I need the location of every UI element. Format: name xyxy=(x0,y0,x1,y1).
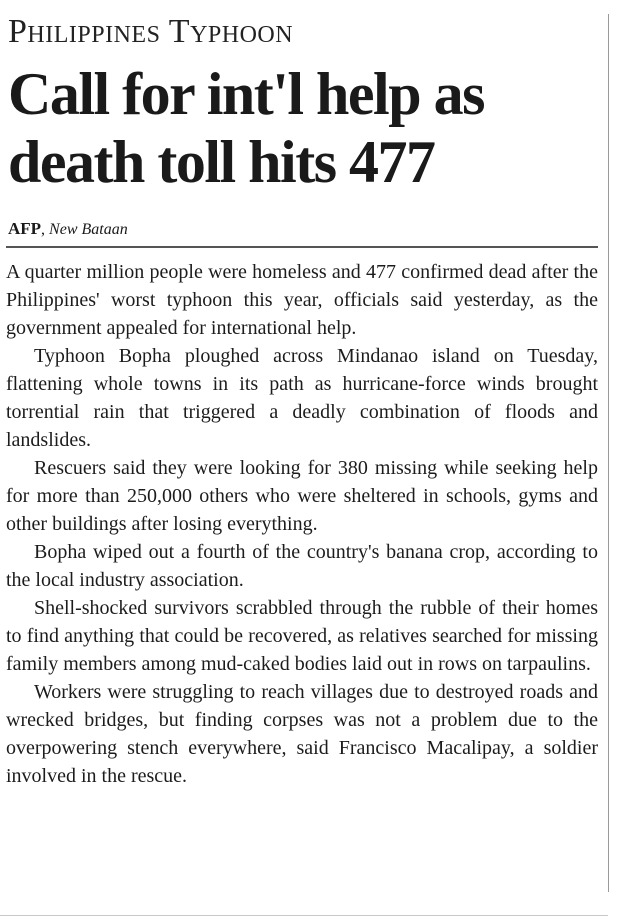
bottom-rule xyxy=(0,915,608,916)
paragraph: Bopha wiped out a fourth of the country's banana crop, according to the local industry association. xyxy=(6,541,598,591)
paragraph: Shell-shocked survivors scrabbled through the rubble of their homes to find anything that could be recovered, as relatives searched for missing family members among mud-caked bodies laid out in rows on tarpaulins. xyxy=(6,597,598,675)
header-divider xyxy=(6,246,598,248)
byline-separator: , xyxy=(41,221,50,238)
paragraph: A quarter million people were homeless and 477 confirmed dead after the Philippines' worst typhoon this year, officials said yesterday, as the government appealed for international help. xyxy=(6,261,598,339)
paragraph: Typhoon Bopha ploughed across Mindanao island on Tuesday, flattening whole towns in its path as hurricane-force winds brought torrential rain that triggered a deadly combination of floods and landslides. xyxy=(6,345,598,451)
column-rule xyxy=(608,14,609,892)
paragraph: Rescuers said they were looking for 380 missing while seeking help for more than 250,000 others who were sheltered in schools, gyms and other buildings after losing everything. xyxy=(6,457,598,535)
headline: Call for int'l help as death toll hits 477 xyxy=(8,61,484,195)
paragraph: Workers were struggling to reach villages due to destroyed roads and wrecked bridges, but finding corpses was not a problem due to the overpowering stench everywhere, said Francisco Macalipay, a soldier involved in the rescue. xyxy=(6,681,598,787)
byline-agency: AFP xyxy=(8,219,42,238)
byline xyxy=(8,218,128,241)
byline-location: New Bataan xyxy=(49,221,128,238)
section-kicker: Philippines Typhoon xyxy=(8,13,294,50)
article-body xyxy=(6,258,598,790)
